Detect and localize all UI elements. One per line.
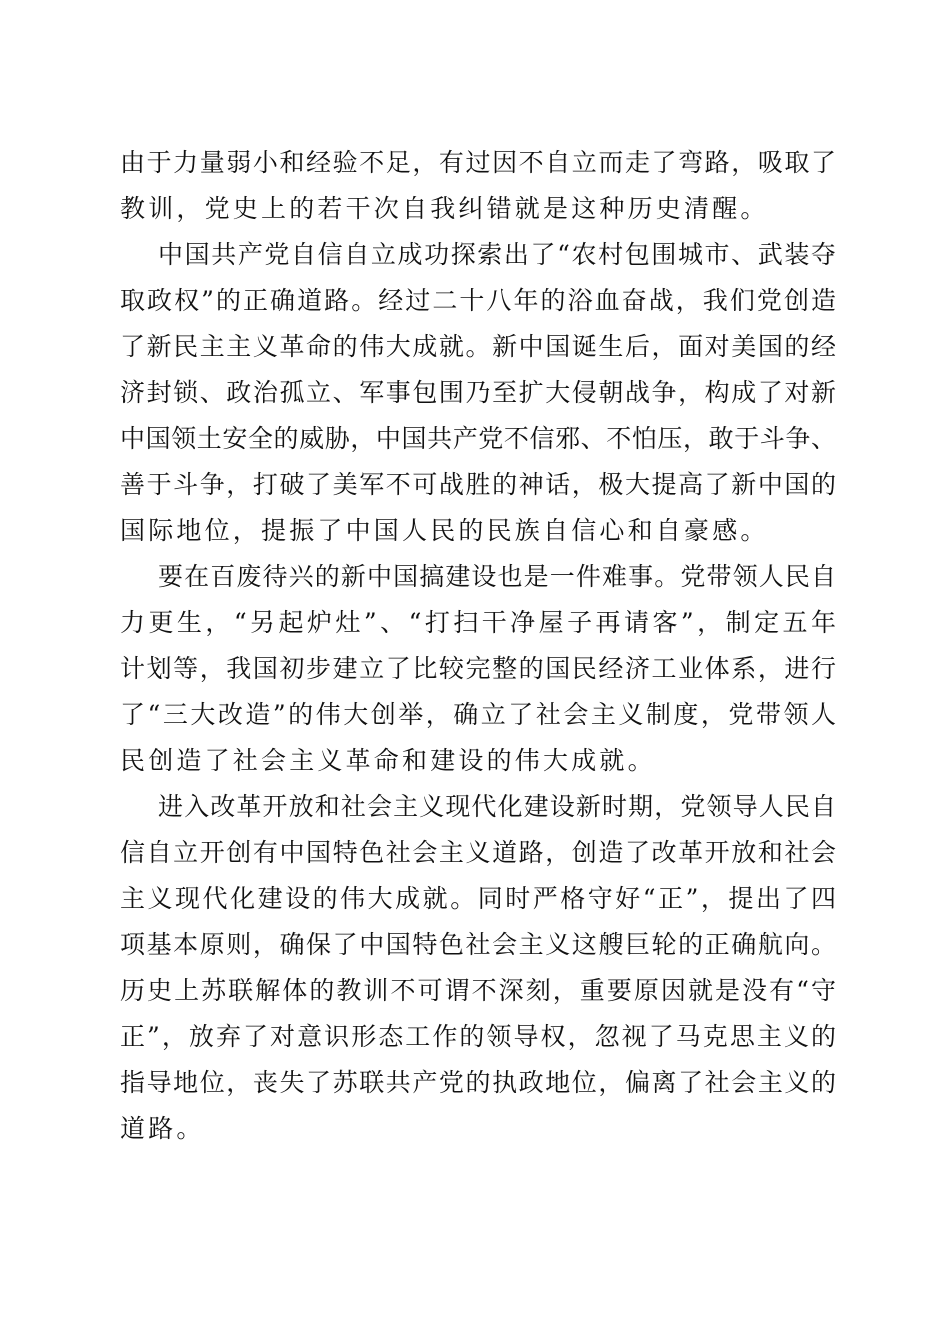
- text-line: 民创造了社会主义革命和建设的伟大成就。: [120, 746, 656, 775]
- text-line: 教训，党史上的若干次自我纠错就是这种历史清醒。: [120, 194, 769, 223]
- paragraph-first-line: 中国共产党自信自立成功探索出了“农村包围城市、武装夺: [158, 240, 836, 269]
- text-line: 由于力量弱小和经验不足，有过因不自立而走了弯路，吸取了: [120, 148, 836, 177]
- text-line: 道路。: [120, 1114, 205, 1143]
- text-line: 历史上苏联解体的教训不可谓不深刻，重要原因就是没有“守: [120, 976, 836, 1005]
- text-line: 国际地位，提振了中国人民的民族自信心和自豪感。: [120, 516, 769, 545]
- body-text: [120, 140, 836, 1152]
- text-line: 信自立开创有中国特色社会主义道路，创造了改革开放和社会: [120, 838, 836, 867]
- text-line: 了新民主主义革命的伟大成就。新中国诞生后，面对美国的经: [120, 332, 836, 361]
- text-line: 正”，放弃了对意识形态工作的领导权，忽视了马克思主义的: [120, 1022, 836, 1051]
- paragraph-first-line: 要在百废待兴的新中国搞建设也是一件难事。党带领人民自: [158, 562, 836, 591]
- text-line: 济封锁、政治孤立、军事包围乃至扩大侵朝战争，构成了对新: [120, 378, 836, 407]
- text-line: 中国领土安全的威胁，中国共产党不信邪、不怕压，敢于斗争、: [120, 424, 836, 453]
- text-line: 主义现代化建设的伟大成就。同时严格守好“正”，提出了四: [120, 884, 836, 913]
- text-line: 力更生，“另起炉灶”、“打扫干净屋子再请客”，制定五年: [120, 608, 836, 637]
- text-line: 了“三大改造”的伟大创举，确立了社会主义制度，党带领人: [120, 700, 836, 729]
- text-line: 指导地位，丧失了苏联共产党的执政地位，偏离了社会主义的: [120, 1068, 836, 1097]
- text-line: 善于斗争，打破了美军不可战胜的神话，极大提高了新中国的: [120, 470, 836, 499]
- paragraph-first-line: 进入改革开放和社会主义现代化建设新时期，党领导人民自: [158, 792, 836, 821]
- text-line: 项基本原则，确保了中国特色社会主义这艘巨轮的正确航向。: [120, 930, 836, 959]
- text-line: 取政权”的正确道路。经过二十八年的浴血奋战，我们党创造: [120, 286, 836, 315]
- text-line: 计划等，我国初步建立了比较完整的国民经济工业体系，进行: [120, 654, 836, 683]
